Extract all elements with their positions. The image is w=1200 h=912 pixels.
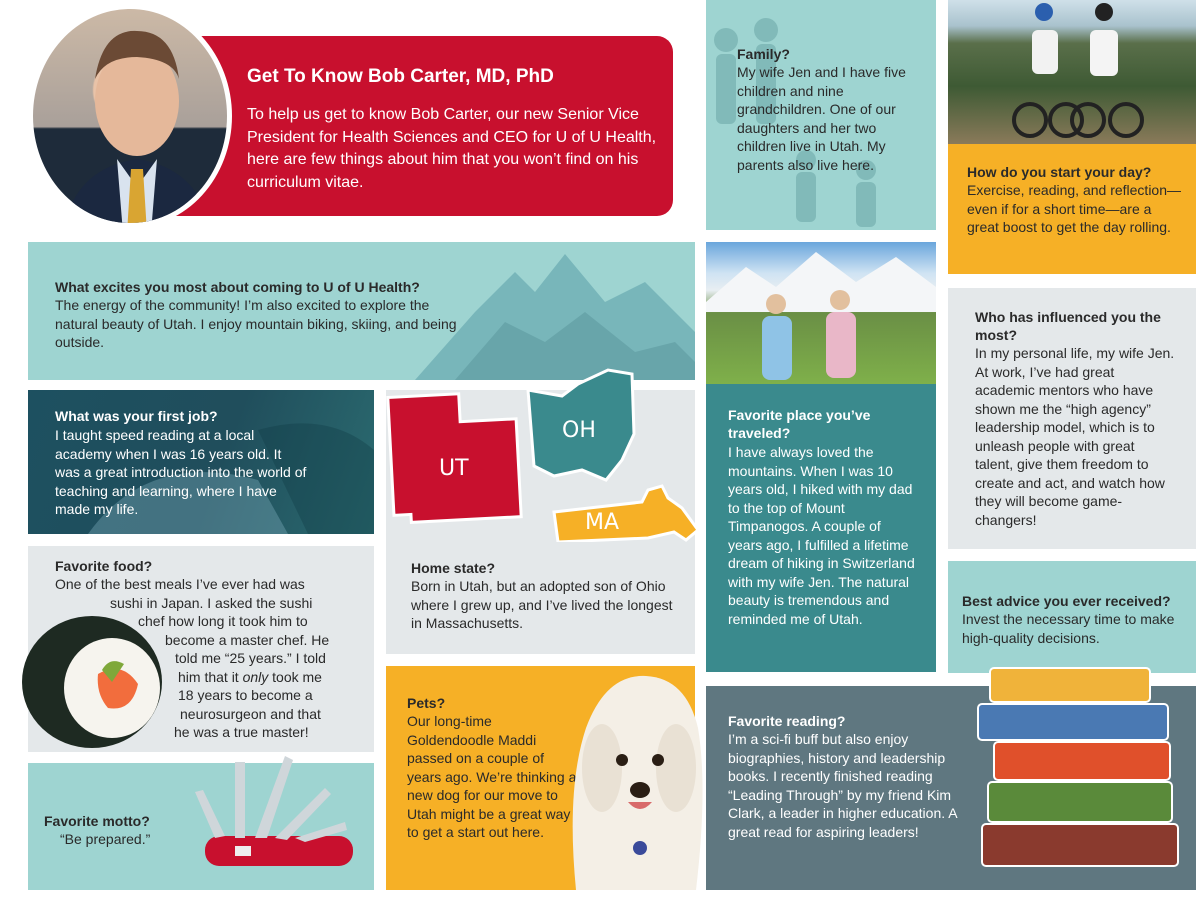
traveled-answer: I have always loved the mountains. When I was 10 years old, I hiked with my dad to the top of Mount Timpanogos. A couple of years ago, I fulfilled a lifetime dream of hiking in Switzerland with my wife Jen. The natural beauty is tremendous and reminded me of Utah. <box>728 444 915 627</box>
family-question: Family? <box>737 46 790 62</box>
motto-question: Favorite motto? <box>44 813 150 829</box>
food-line: chef how long it took him to <box>138 613 308 629</box>
states-map <box>386 362 716 542</box>
header-intro: To help us get to know Bob Carter, our new Senior Vice President for Health Sciences and CEO for U of U Health, here are few things about him that you won’t find on his curriculum vitae. <box>247 106 657 191</box>
first-job-question: What was your first job? <box>55 408 218 424</box>
first-job-answer: I taught speed reading at a local academy when I was 16 years old. It was a great introduction into the world of teaching and learning, where I have made my life. <box>55 427 307 517</box>
food-question: Favorite food? <box>55 558 153 574</box>
food-line-emphasis: only <box>242 668 269 685</box>
advice-panel <box>948 561 1196 673</box>
family-answer: My wife Jen and I have five children and nine grandchildren. One of our daughters and her two children live in Utah. My parents also live here. <box>737 64 906 173</box>
pets-answer: Our long-time Goldendoodle Maddi passed on a couple of years ago. We’re thinking a new dog for our move to Utah might be a great way to get a start out here. <box>407 713 577 840</box>
switzerland-photo <box>706 242 936 384</box>
reading-answer: I’m a sci-fi buff but also enjoy biographies, history and leadership books. I recently finished reading “Leading Through” by my friend Kim Clark, a leader in higher education. A great read for aspiring leaders! <box>728 731 957 840</box>
state-label-ut: UT <box>439 456 469 481</box>
traveled-panel <box>706 384 936 672</box>
excites-answer: The energy of the community! I’m also excited to explore the natural beauty of Utah. I enjoy mountain biking, skiing, and being outside. <box>55 297 457 350</box>
header-title: Get To Know Bob Carter, MD, PhD <box>247 66 554 87</box>
traveled-question: Favorite place you’ve traveled? <box>728 407 871 441</box>
motto-answer: “Be prepared.” <box>60 831 151 847</box>
advice-question: Best advice you ever received? <box>962 593 1171 609</box>
food-line: become a master chef. He <box>165 631 330 648</box>
swiss-army-knife-graphic <box>175 752 355 872</box>
influenced-question: Who has influenced you the most? <box>975 309 1161 343</box>
advice-answer: Invest the necessary time to make high-quality decisions. <box>962 611 1175 646</box>
food-line: One of the best meals I’ve ever had was <box>55 576 305 592</box>
home-state-answer: Born in Utah, but an adopted son of Ohio where I grew up, and I’ve lived the longest in Massachusetts. <box>411 578 673 631</box>
food-line-part: took me <box>272 668 322 685</box>
home-state-question: Home state? <box>411 560 496 576</box>
food-line: sushi in Japan. I asked the sushi <box>110 594 313 611</box>
food-line <box>178 668 374 687</box>
food-line: he was a true master! <box>174 724 309 740</box>
first-job-panel <box>28 390 374 534</box>
family-panel <box>706 0 936 230</box>
start-day-question: How do you start your day? <box>967 164 1152 180</box>
state-label-oh: OH <box>562 418 596 443</box>
bike-photo <box>948 0 1196 144</box>
influenced-panel <box>948 288 1196 549</box>
influenced-answer: In my personal life, my wife Jen. At work, I’ve had great academic mentors who have shown me the “high agency” leadership model, which is to unleash people with great talent, give them freedom to create and act, and watch how they will become game-changers! <box>975 345 1175 528</box>
portrait-photo <box>28 4 232 228</box>
dog-photo <box>566 668 706 890</box>
excites-question: What excites you most about coming to U of U Health? <box>55 279 420 295</box>
food-line: neurosurgeon and that <box>180 705 321 722</box>
excites-panel <box>28 242 695 380</box>
books-graphic <box>976 664 1196 880</box>
pets-question: Pets? <box>407 695 446 711</box>
reading-question: Favorite reading? <box>728 713 846 729</box>
food-line-part: him that it <box>178 668 239 685</box>
food-line: 18 years to become a <box>178 687 313 703</box>
state-label-ma: MA <box>585 510 620 535</box>
food-line: told me “25 years.” I told <box>175 650 326 666</box>
start-day-panel <box>948 144 1196 274</box>
sushi-graphic <box>12 604 172 754</box>
start-day-answer: Exercise, reading, and reflection—even if for a short time—are a great boost to get the day rolling. <box>967 182 1181 235</box>
